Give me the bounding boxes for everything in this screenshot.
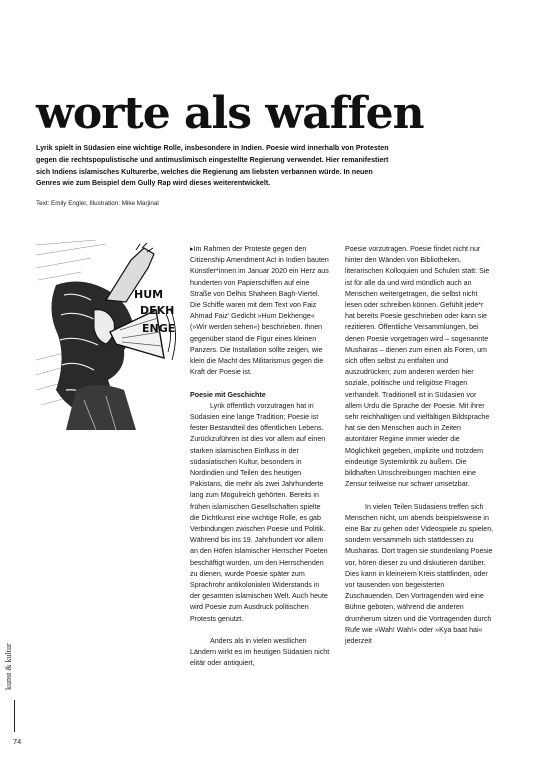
svg-text:DEKH: DEKH — [140, 304, 175, 317]
page-number: 74 — [13, 737, 22, 746]
section-label: kunst & kultur — [4, 643, 13, 690]
column1-paragraph-2: Lyrik öffentlich vorzutragen hat in Südasien eine lange Tradition; Poesie ist fester Bestandteil des öffentlichen Lebens. Zurückzuführen ist dies vor allem auf einen starken islamischen Einfluss in der südasiatischen Kultur, besonders in Nordindien und Teilen des heutigen Pakistans, die mehr als zwei Jahrhunderte lang zum Mogulreich gehörten. Bereits in frühen islamischen Gesellschaften spielte die Dichtkunst eine wichtige Rolle, es gab Verbindungen zwischen Poesie und Politik. Während bis ins 19. Jahrhundert vor allem an den Höfen islamischer Herrscher Poeten beschäftigt wurden, um den Herrschenden zu dienen, wurde Poesie später zum Sprachrohr antikolonialen Widerstands in der gesamten islamischen Welt. Auch heute wird Poesie zum Ausdruck politischen Protests genutzt. — [190, 401, 328, 623]
column2-paragraph-2: In vielen Teilen Südasiens treffen sich Menschen nicht, um abends beispielsweise in eine Bar zu gehen oder Videospiele zu spielen, sondern versammeln sich stattdessen zu Mushairas. Dort tragen sie stundenlang Poesie vor, hören dieser zu und diskutieren darüber. Dies kann in kleinerem Kreis stattfinden, oder vor tausenden von begeisterten Zuschauenden. Den Vortragenden wird eine Bühne geboten, während die anderen drumherum sitzen und die Vortragenden durch Rufe wie »Wah! Wah!« oder »Kya baat hai« jederzeit — [345, 502, 494, 646]
megaphone-figure-drawing — [36, 240, 176, 430]
article-headline: worte als waffen — [36, 88, 424, 139]
column1-paragraph-1: ▸Im Rahmen der Proteste gegen den Citizenship Amendment Act in Indien bauten Künstler*innen im Januar 2020 ein Herz aus hunderten von Papierschiffen auf eine Straße von Delhis Shaheen Bagh-Viertel. Die Schiffe waren mit dem Text von Faiz Ahmad Faiz' Gedicht »Hum Dekhenge« (»Wir werden sehen«) beschrieben. Ihnen gegenüber stand die Figur eines kleinen Panzers. Die Installation sollte zeigen, wie klein die Macht des Militarismus gegen die Kraft der Poesie ist. — [190, 245, 329, 377]
column1-paragraph-3: Anders als in vielen westlichen Ländern wirkt es im heutigen Südasien nicht elitär oder antiquiert, — [190, 637, 330, 668]
section-rule — [14, 700, 15, 732]
svg-text:ENGE: ENGE — [142, 322, 176, 335]
article-credit: Text: Emily Engler, Illustration: Mike Marjinal — [36, 200, 159, 207]
column2-paragraph-1: Poesie vorzutragen. Poesie findet nicht nur hinter den Wänden von Bibliotheken, literarischen Kolloquien und Schulen statt: Sie ist für alle da und wird mündlich auch an Menschen weitergetragen, die selbst nicht lesen oder schreiben können. Gefühlt jede*r hat bereits Poesie geschrieben oder kann sie rezitieren. Öffentliche Versammlungen, bei denen Poesie vorgetragen wird – sogenannte Mushairas – dienen zum einen als Foren, um sich offen selbst zu entfalten und auszudrücken; zum anderen werden hier soziale, politische und religiöse Fragen verhandelt. Traditionell ist in Südasien vor allem Urdu die Sprache der Poesie. Mit ihrer sehr reichhaltigen und vielfältigen Bildsprache hat sie den Menschen auch in Zeiten autoritärer Regime immer wieder die Möglichkeit gegeben, implizite und trotzdem eindeutige Systemkritik zu äußern. Die bildhaften Umschreibungen machten eine Zensur teilweise nur schwer umsetzbar. — [345, 245, 490, 489]
text-column-1 — [190, 244, 330, 670]
text-column-2 — [345, 244, 495, 647]
svg-text:HUM: HUM — [134, 288, 164, 301]
article-lead: Lyrik spielt in Südasien eine wichtige Rolle, insbesondere in Indien. Poesie wird innerhalb von Protesten gegen die rechtspopulistische und antimuslimisch eingestellte Regierung verwendet. Hier remanifestiert sich Indiens islamisches Kulturerbe, welches die Regierung am liebsten verbannen würde. In neuen Genres wie zum Beispiel dem Gully Rap wird dieses weiterentwickelt. — [36, 144, 389, 188]
section-subheading: Poesie mit Geschichte — [190, 390, 266, 399]
protest-illustration — [36, 240, 176, 430]
